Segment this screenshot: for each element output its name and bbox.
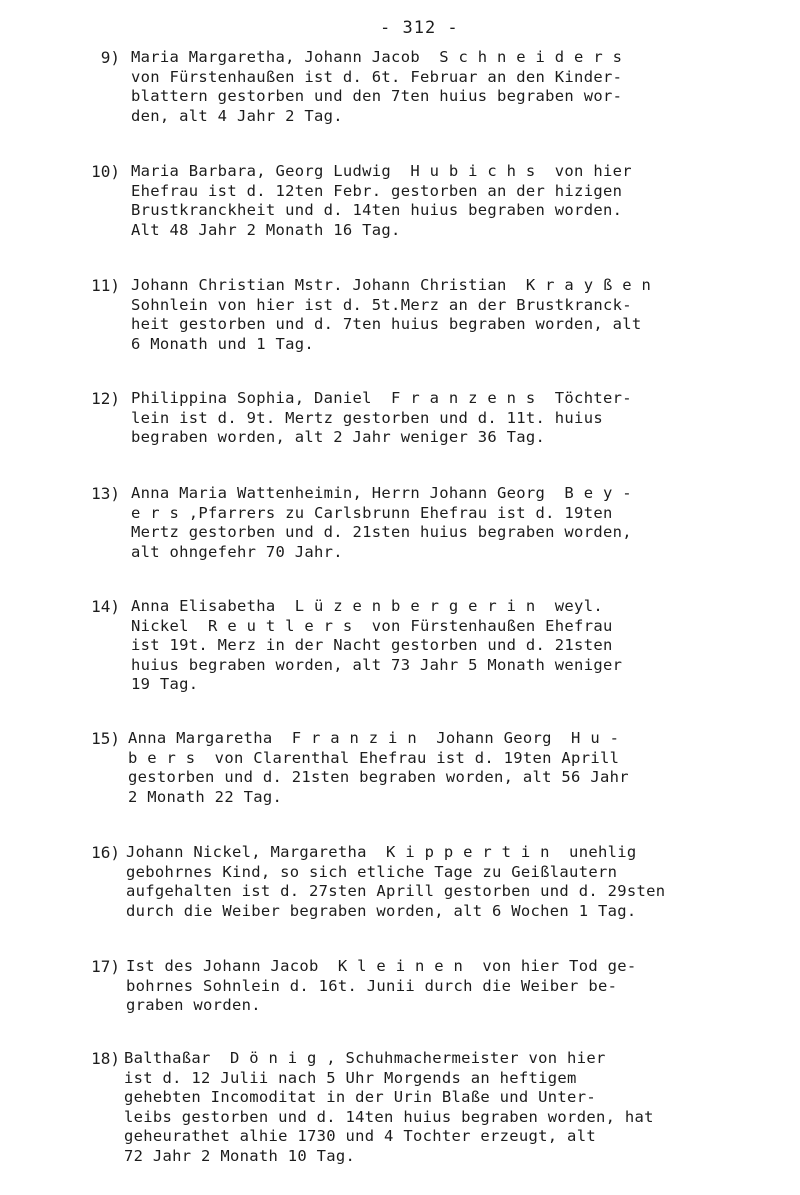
entry-number: 15): [91, 729, 120, 748]
entry-text-line: b e r s von Clarenthal Ehefrau ist d. 19ten Aprill: [128, 748, 620, 767]
entry-text-line: geheurathet alhie 1730 und 4 Tochter erzeugt, alt: [124, 1127, 596, 1145]
entry-text-line: bohrnes Sohnlein d. 16t. Junii durch die Weiber be-: [126, 976, 618, 995]
entry-text-line: Sohnlein von hier ist d. 5t.Merz an der Brustkranck-: [131, 295, 632, 314]
entry-text-line: Anna Margaretha F r a n z i n Johann Georg H u -: [128, 729, 620, 747]
entry-number: 14): [91, 597, 120, 616]
entry-text-line: den, alt 4 Jahr 2 Tag.: [131, 106, 343, 125]
entry-number: 11): [91, 276, 120, 295]
entry-text-line: 6 Monath und 1 Tag.: [131, 334, 315, 353]
entry-text-line: gehebten Incomoditat in der Urin Blaße und Unter-: [124, 1088, 596, 1106]
entry-text-line: lein ist d. 9t. Mertz gestorben und d. 11t. huius: [131, 408, 603, 427]
entry-number: 12): [91, 389, 120, 408]
entry-text-line: huius begraben worden, alt 73 Jahr 5 Monath weniger: [131, 655, 623, 674]
entry-number: 16): [91, 843, 120, 862]
entry-text-line: leibs gestorben und d. 14ten huius begraben worden, hat: [124, 1107, 654, 1126]
entry-text-line: graben worden.: [126, 996, 261, 1014]
entry-number: 9): [100, 48, 120, 67]
entry-text-line: 19 Tag.: [131, 675, 199, 693]
entry-text-line: Ehefrau ist d. 12ten Febr. gestorben an der hizigen: [131, 181, 623, 200]
entry-number: 13): [91, 484, 120, 503]
entry-text-line: gestorben und d. 21sten begraben worden, alt 56 Jahr: [128, 768, 629, 786]
entry-text-line: blattern gestorben und den 7ten huius begraben wor-: [131, 87, 623, 105]
entry-text-line: Anna Maria Wattenheimin, Herrn Johann Georg B e y -: [131, 484, 632, 502]
entry-text-line: 72 Jahr 2 Monath 10 Tag.: [124, 1146, 356, 1165]
entry-text-line: Nickel R e u t l e r s von Fürstenhaußen Ehefrau: [131, 616, 613, 635]
entry-text-line: Alt 48 Jahr 2 Monath 16 Tag.: [131, 220, 401, 239]
entry-text-line: Mertz gestorben und d. 21sten huius begraben worden,: [131, 523, 632, 541]
entry-text-line: Balthaßar D ö n i g , Schuhmachermeister von hier: [124, 1049, 606, 1067]
entry-text-line: ist d. 12 Julii nach 5 Uhr Morgends an heftigem: [124, 1068, 577, 1087]
entry-text-line: Anna Elisabetha L ü z e n b e r g e r i n weyl.: [131, 597, 603, 615]
entry-text-line: durch die Weiber begraben worden, alt 6 Wochen 1 Tag.: [126, 901, 637, 920]
entry-text-line: Maria Margaretha, Johann Jacob S c h n e i d e r s: [131, 48, 623, 66]
entry-text-line: von Fürstenhaußen ist d. 6t. Februar an den Kinder-: [131, 67, 623, 86]
entry-text-line: Brustkranckheit und d. 14ten huius begraben worden.: [131, 201, 623, 219]
entry-text-line: e r s ,Pfarrers zu Carlsbrunn Ehefrau ist d. 19ten: [131, 503, 613, 522]
entry-text-line: alt ohngefehr 70 Jahr.: [131, 542, 343, 561]
page-number: - 312 -: [380, 18, 459, 38]
entry-text-line: Philippina Sophia, Daniel F r a n z e n s Töchter-: [131, 389, 632, 407]
entry-text-line: begraben worden, alt 2 Jahr weniger 36 Tag.: [131, 428, 546, 446]
entry-text-line: ist 19t. Merz in der Nacht gestorben und d. 21sten: [131, 636, 613, 654]
entry-text-line: Ist des Johann Jacob K l e i n e n von hier Tod ge-: [126, 957, 637, 975]
entry-text-line: Johann Nickel, Margaretha K i p p e r t i n unehlig: [126, 843, 637, 861]
entry-text-line: Johann Christian Mstr. Johann Christian K r a y ß e n: [131, 276, 652, 294]
entry-number: 10): [91, 162, 120, 181]
entry-text-line: gebohrnes Kind, so sich etliche Tage zu Geißlautern: [126, 862, 618, 881]
entry-number: 17): [91, 957, 120, 976]
entry-text-line: heit gestorben und d. 7ten huius begraben worden, alt: [131, 315, 642, 333]
entry-text-line: aufgehalten ist d. 27sten Aprill gestorben und d. 29sten: [126, 882, 666, 900]
entry-number: 18): [91, 1049, 120, 1068]
entry-text-line: 2 Monath 22 Tag.: [128, 787, 283, 806]
entry-text-line: Maria Barbara, Georg Ludwig H u b i c h s von hier: [131, 162, 632, 180]
